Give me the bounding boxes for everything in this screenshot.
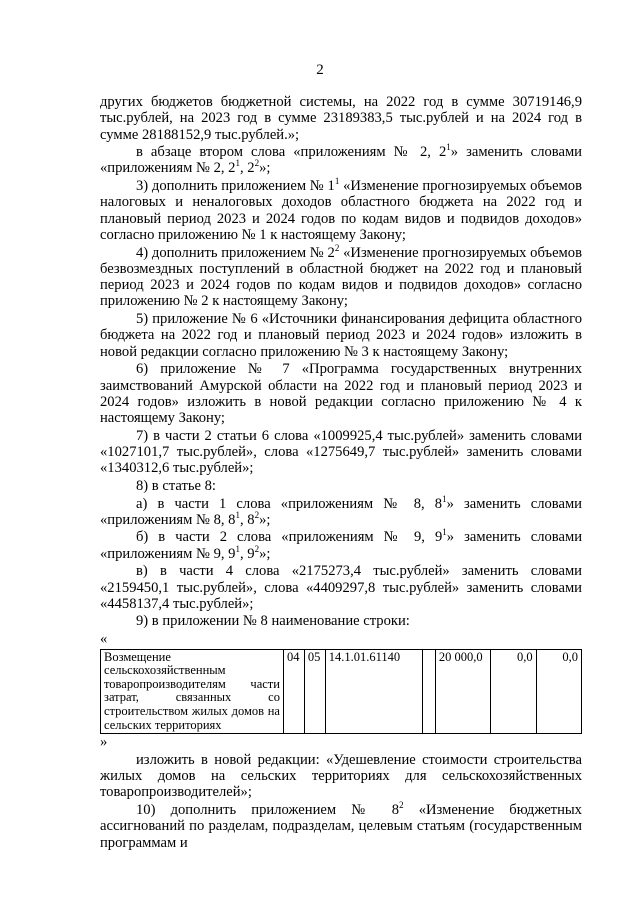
open-quote: «	[100, 631, 108, 648]
text-fragment: б) в части 2 слова «приложениям № 9, 9	[136, 529, 443, 546]
superscript: 1	[442, 527, 447, 538]
paragraph-8: 8) в статье 8:	[136, 477, 216, 494]
text-fragment: 10) дополнить приложением № 8	[136, 802, 400, 818]
paragraph-5: 5) приложение № 6 «Источники финансирования дефицита областного бюджета на 2022 год и плановый период 2023 и 2024 годов» изложить в новой редакции согласно приложению № 3 к настоящему Закону;	[100, 311, 582, 360]
text-fragment: «Изменение бюджетных ассигнований по разделам, подразделам, целевым статьям (государственным программам и	[100, 802, 582, 851]
paragraph-8b	[100, 529, 582, 562]
superscript: 1	[235, 158, 240, 169]
text-fragment: , 9	[239, 545, 255, 562]
text-fragment: «Изменение прогнозируемых объемов безвозмездных поступлений в областной бюджет на 2022 год и плановый период 2023 и 2024 годов по кодам видов и подвидов доходов» согласно приложению № 2 к настоящему Закону;	[100, 244, 582, 310]
amount-2022-cell: 20 000,0	[435, 649, 490, 734]
close-quote: »	[100, 734, 108, 751]
text-fragment: 4) дополнить приложением № 2	[136, 244, 335, 261]
document-body	[100, 94, 582, 852]
superscript: 2	[254, 509, 260, 520]
superscript: 2	[254, 158, 260, 169]
text-fragment: »;	[259, 545, 271, 562]
target-article-cell: 14.1.01.61140	[325, 649, 423, 734]
text-fragment: »;	[259, 511, 271, 528]
superscript: 1	[442, 493, 447, 504]
superscript: 1	[446, 142, 451, 153]
text-fragment: » заменить словами «приложениям № 2, 2	[100, 144, 582, 177]
superscript: 2	[254, 543, 260, 554]
superscript: 1	[334, 176, 340, 187]
row-name-cell: Возмещение сельскохозяйственным товаропроизводителям части затрат, связанных со строительством жилых домов на сельских территориях	[101, 649, 284, 734]
text-fragment: , 8	[239, 511, 255, 528]
text-fragment: »;	[259, 160, 271, 177]
paragraph-6: 6) приложение № 7 «Программа государственных внутренних заимствований Амурской области на 2022 год и плановый период 2023 и 2024 годов» изложить в новой редакции согласно приложению № 4 к настоящему Закону;	[100, 361, 582, 427]
amount-2024-cell: 0,0	[536, 649, 581, 734]
paragraph-intro: других бюджетов бюджетной системы, на 2022 год в сумме 30719146,9 тыс.рублей, на 2023 год в сумме 23189383,5 тыс.рублей и на 2024 год в сумме 28188152,9 тыс.рублей.»;	[100, 94, 582, 143]
amount-2023-cell: 0,0	[491, 649, 536, 734]
superscript: 1	[235, 509, 240, 520]
text-fragment: в абзаце втором слова «приложениям № 2, 2	[136, 144, 447, 161]
paragraph-9: 9) в приложении № 8 наименование строки:	[136, 613, 410, 630]
text-fragment: «Изменение прогнозируемых объемов налоговых и неналоговых доходов областного бюджета на 2022 год и плановый период 2023 и 2024 годов по кодам видов и подвидов доходов» согласно приложению № 1 к настоящему Закону;	[100, 178, 582, 243]
section-code-cell: 04	[283, 649, 304, 734]
paragraph-3	[100, 178, 582, 243]
paragraph-8a	[100, 493, 582, 529]
text-fragment: а) в части 1 слова «приложениям № 8, 8	[136, 495, 443, 512]
page-number: 2	[316, 62, 324, 78]
paragraph-8c: в) в части 4 слова «2175273,4 тыс.рублей» заменить словами «2159450,1 тыс.рублей», слова «4409297,8 тыс.рублей» заменить словами «4458137,4 тыс.рублей»;	[100, 563, 582, 612]
paragraph-2	[100, 144, 582, 177]
budget-row-table	[100, 649, 582, 735]
paragraph-10	[100, 802, 582, 851]
text-fragment: , 2	[239, 160, 255, 177]
paragraph-7: 7) в части 2 статьи 6 слова «1009925,4 тыс.рублей» заменить словами «1027101,7 тыс.рублей», слова «1275649,7 тыс.рублей» заменить словами «1340312,6 тыс.рублей»;	[100, 427, 582, 477]
superscript: 2	[334, 242, 340, 253]
paragraph-new-wording: изложить в новой редакции: «Удешевление стоимости строительства жилых домов на сельских территориях для сельскохозяйственных товаропроизводителей»;	[100, 751, 582, 801]
table-row	[101, 649, 582, 734]
text-fragment: » заменить словами «приложениям № 9, 9	[100, 529, 583, 562]
text-fragment: 3) дополнить приложением № 1	[136, 178, 335, 195]
subsection-code-cell: 05	[304, 649, 325, 734]
text-fragment: » заменить словами «приложениям № 8, 8	[100, 495, 582, 528]
paragraph-4	[100, 242, 582, 310]
superscript: 1	[235, 543, 240, 554]
superscript: 2	[399, 800, 404, 811]
expense-type-cell	[423, 649, 436, 734]
